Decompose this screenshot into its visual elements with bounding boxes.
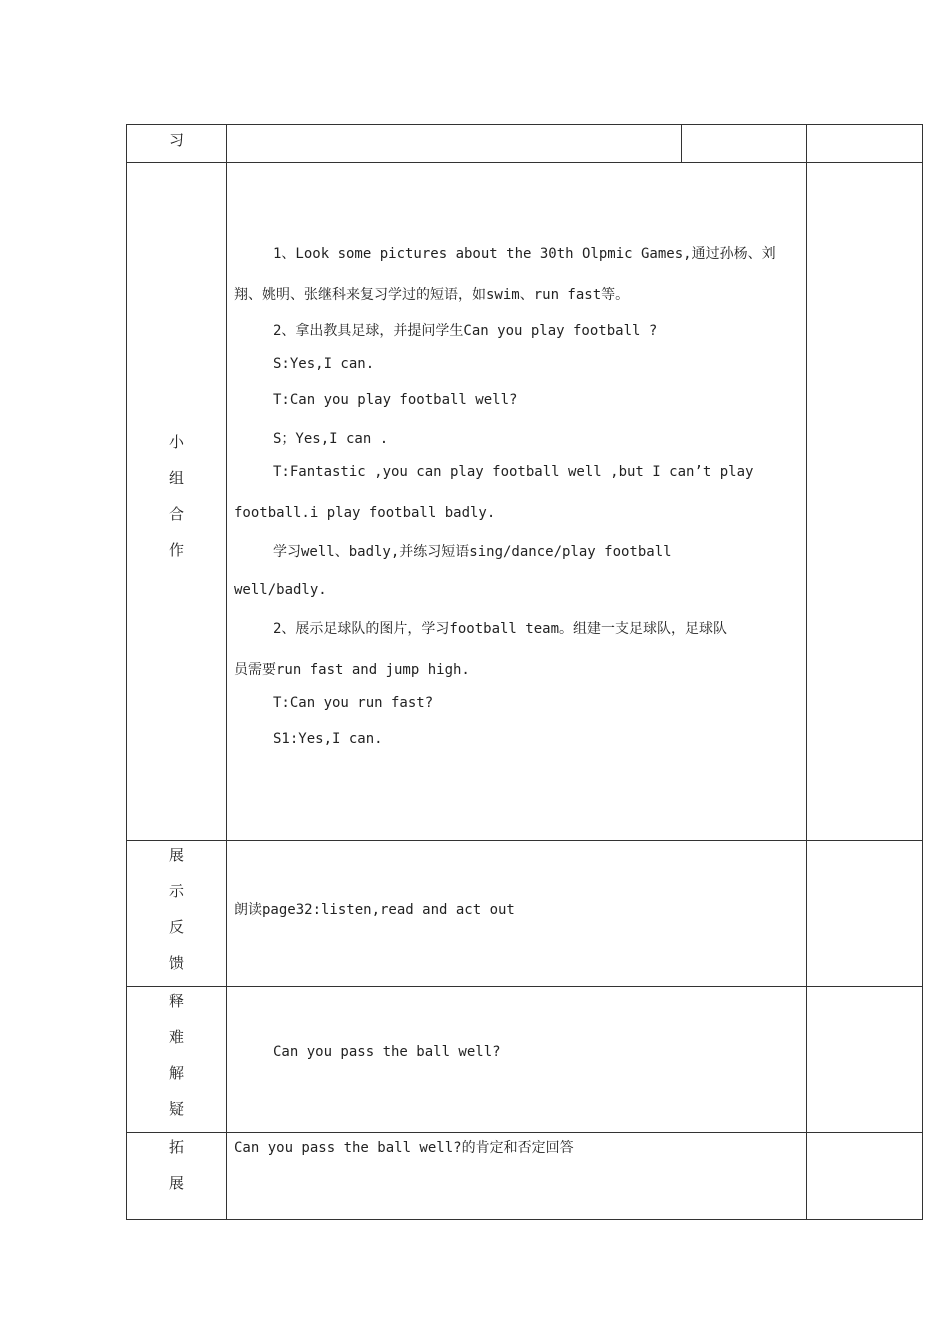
text-line: S1:Yes,I can. xyxy=(273,731,383,747)
row-label-char: 反 xyxy=(168,918,184,936)
row-label-char: 展 xyxy=(168,846,184,864)
row-label-char: 习 xyxy=(168,131,184,149)
table-row-show-feedback xyxy=(126,841,923,987)
row-label-char: 示 xyxy=(168,882,184,900)
text-line: 翔、姚明、张继科来复习学过的短语，如swim、run fast等。 xyxy=(234,287,630,303)
content-cell xyxy=(226,163,807,840)
table-row-explain xyxy=(126,987,923,1133)
text-line: 2、展示足球队的图片，学习football team。组建一支足球队，足球队 xyxy=(273,621,728,637)
content-cell xyxy=(226,987,807,1132)
notes-cell xyxy=(806,987,922,1132)
row-label-cell xyxy=(127,1133,227,1219)
table-row-xi xyxy=(126,124,923,163)
text-line: 2、拿出教具足球，并提问学生Can you play football ? xyxy=(273,323,658,339)
notes-cell xyxy=(806,125,922,162)
row-label-cell xyxy=(127,125,227,162)
text-line: S；Yes,I can . xyxy=(273,431,389,447)
text-line: T:Fantastic ,you can play football well ,but I can’t play xyxy=(273,464,754,480)
row-label-char: 作 xyxy=(168,541,184,559)
text-line: Can you pass the ball well?的肯定和否定回答 xyxy=(234,1140,574,1156)
row-label-char: 释 xyxy=(168,992,184,1010)
row-label-cell xyxy=(127,987,227,1132)
text-line: T:Can you run fast? xyxy=(273,695,434,711)
text-line: Can you pass the ball well? xyxy=(273,1044,501,1060)
notes-cell xyxy=(806,841,922,986)
notes-cell xyxy=(806,1133,922,1219)
text-line: 学习well、badly,并练习短语sing/dance/play football xyxy=(273,544,672,560)
row-label-cell xyxy=(127,163,227,840)
row-label-cell xyxy=(127,841,227,986)
row-label-char: 难 xyxy=(168,1028,184,1046)
row-label-char: 组 xyxy=(168,469,184,487)
notes-cell xyxy=(806,163,922,840)
text-line: S:Yes,I can. xyxy=(273,356,375,372)
row-label-char: 拓 xyxy=(168,1138,184,1156)
cell-divider xyxy=(681,125,682,162)
text-line: football.i play football badly. xyxy=(234,505,496,521)
row-label-char: 馈 xyxy=(168,954,184,972)
row-label-char: 合 xyxy=(168,505,184,523)
table-row-group-work xyxy=(126,163,923,841)
content-cell xyxy=(226,125,807,162)
row-label-char: 展 xyxy=(168,1174,184,1192)
table-row-extend xyxy=(126,1133,923,1220)
text-line: 员需要run fast and jump high. xyxy=(234,662,470,678)
text-line: T:Can you play football well? xyxy=(273,392,518,408)
content-cell xyxy=(226,841,807,986)
row-label-char: 小 xyxy=(168,433,184,451)
row-label-char: 疑 xyxy=(168,1100,184,1118)
row-label-char: 解 xyxy=(168,1064,184,1082)
text-line: 朗读page32:listen,read and act out xyxy=(234,902,515,918)
content-cell xyxy=(226,1133,807,1219)
text-line: well/badly. xyxy=(234,582,327,598)
text-line: 1、Look some pictures about the 30th Olpmic Games,通过孙杨、刘 xyxy=(273,246,776,262)
